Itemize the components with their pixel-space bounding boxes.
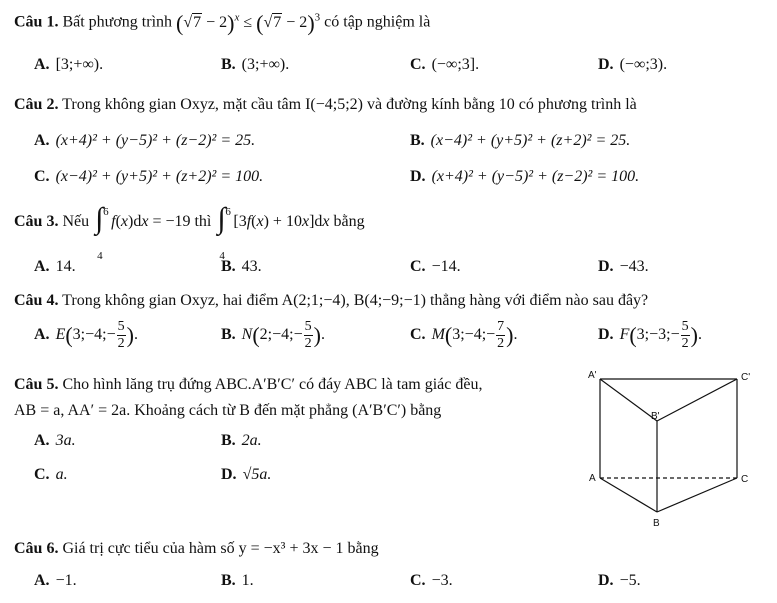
edge-a1-b1 (600, 379, 657, 421)
label-c1: C' (741, 372, 751, 383)
q6-option-a[interactable]: A. −1. (34, 572, 77, 589)
q3-option-c[interactable]: C. −14. (410, 258, 461, 275)
label-a: A (589, 473, 596, 484)
question-3: Câu 3. Nếu ∫ 6 4 f(x)dx = −19 thì ∫ 6 4 [3f(x) + 10x]dx bằng (14, 202, 365, 263)
q3-option-d[interactable]: D. −43. (598, 258, 649, 275)
question-5-label: Câu 5. (14, 376, 59, 393)
q2-option-d[interactable]: D. (x+4)² + (y−5)² + (z−2)² = 100. (410, 168, 640, 185)
q6-option-d[interactable]: D. −5. (598, 572, 641, 589)
question-1-tail: có tập nghiệm là (324, 13, 431, 31)
q1-option-c[interactable]: C. (−∞;3]. (410, 56, 480, 73)
question-1 (14, 10, 430, 36)
question-5-text-1: Cho hình lăng trụ đứng ABC.A′B′C′ có đáy ABC là tam giác đều, (62, 376, 483, 393)
prism-figure (585, 368, 765, 530)
q4-option-c[interactable]: C. M(3;−4;− $\frac{7}{2}$ ). (410, 319, 518, 351)
q5-option-b[interactable]: B. 2a. (221, 432, 262, 449)
edge-b1-c1 (657, 379, 737, 421)
question-2-label: Câu 2. (14, 96, 59, 113)
question-4-text: Trong không gian Oxyz, hai điểm A(2;1;−4), B(4;−9;−1) thẳng hàng với điểm nào sau đây? (62, 292, 649, 309)
q6-option-c[interactable]: C. −3. (410, 572, 453, 589)
question-5-line-1 (14, 376, 482, 394)
q2-option-b[interactable]: B. (x−4)² + (y+5)² + (z+2)² = 25. (410, 132, 631, 149)
q1-option-d[interactable]: D. (−∞;3). (598, 56, 668, 73)
question-1-label: Câu 1. (14, 13, 59, 31)
q4-option-d[interactable]: D. F(3;−3;− $\frac{5}{2}$ ). (598, 319, 702, 351)
question-6 (14, 540, 379, 558)
question-3-tail: bằng (333, 213, 365, 230)
question-2 (14, 96, 637, 114)
q4-option-a[interactable]: A. E(3;−4;− $\frac{5}{2}$ ). (34, 319, 138, 351)
q1-option-a[interactable]: A. [3;+∞). (34, 56, 104, 73)
question-1-inequality: $(√7 - 2)^x \le (√7 - 2)^3$ (176, 10, 321, 35)
q4-option-b[interactable]: B. N(2;−4;− $\frac{5}{2}$ ). (221, 319, 325, 351)
question-3-label: Câu 3. (14, 213, 59, 230)
integral-1-icon: ∫ 6 4 (95, 202, 109, 263)
question-4 (14, 292, 648, 310)
label-c: C (741, 474, 749, 485)
q5-option-a[interactable]: A. 3a. (34, 432, 76, 449)
question-1-text: Bất phương trình (62, 13, 173, 31)
q3-option-a[interactable]: A. 14. (34, 258, 76, 275)
question-3-mid: thì (194, 213, 212, 230)
question-5-line-2 (14, 402, 441, 420)
question-3-lead: Nếu (62, 213, 90, 230)
question-4-label: Câu 4. (14, 292, 59, 309)
q3-option-b[interactable]: B. 43. (221, 258, 262, 275)
label-a1: A' (588, 370, 597, 381)
q5-option-c[interactable]: C. a. (34, 466, 68, 483)
label-b1: B' (651, 411, 660, 422)
question-6-text: Giá trị cực tiểu của hàm số y = −x³ + 3x − 1 bằng (62, 540, 379, 557)
label-b: B (653, 518, 660, 529)
question-2-text: Trong không gian Oxyz, mặt cầu tâm I(−4;5;2) và đường kính bằng 10 có phương trình là (62, 96, 637, 113)
q5-option-d[interactable]: D. √5a. (221, 466, 272, 483)
q2-option-a[interactable]: A. (x+4)² + (y−5)² + (z−2)² = 25. (34, 132, 256, 149)
q6-option-b[interactable]: B. 1. (221, 572, 254, 589)
q1-option-b[interactable]: B. (3;+∞). (221, 56, 290, 73)
q2-option-c[interactable]: C. (x−4)² + (y+5)² + (z+2)² = 100. (34, 168, 264, 185)
integral-2-icon: ∫ 6 4 (217, 202, 231, 263)
question-6-label: Câu 6. (14, 540, 59, 557)
edge-b-c (657, 478, 737, 512)
question-5-text-2: AB = a, AA′ = 2a. Khoảng cách từ B đến mặt phẳng (A′B′C′) bằng (14, 402, 442, 419)
edge-a-b (600, 478, 657, 512)
